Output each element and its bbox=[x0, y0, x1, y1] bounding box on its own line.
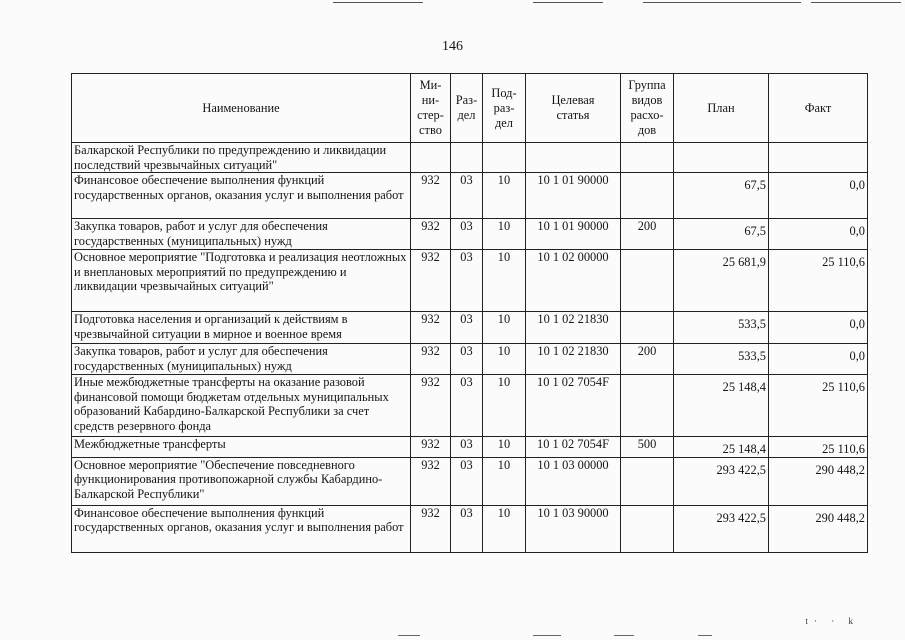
header-expense-group: Группа видов расхо- дов bbox=[621, 74, 674, 143]
header-subsection: Под- раз- дел bbox=[483, 74, 526, 143]
header-section: Раз- дел bbox=[451, 74, 483, 143]
row-target-article-cell: 10 1 02 7054F bbox=[526, 437, 621, 458]
row-name-cell: Межбюджетные трансферты bbox=[72, 437, 411, 458]
row-section-cell: 03 bbox=[451, 344, 483, 375]
row-ministry-cell: 932 bbox=[411, 505, 451, 552]
row-subsection-cell: 10 bbox=[483, 173, 526, 219]
row-ministry-cell: 932 bbox=[411, 375, 451, 437]
row-plan-cell: 67,5 bbox=[674, 173, 769, 219]
row-subsection-cell: 10 bbox=[483, 375, 526, 437]
row-subsection-cell: 10 bbox=[483, 505, 526, 552]
row-name-cell: Балкарской Республики по предупреждению и ликвидации последствий чрезвычайных ситуаций" bbox=[72, 143, 411, 173]
row-section-cell bbox=[451, 143, 483, 173]
table-row bbox=[72, 219, 868, 250]
row-ministry-cell: 932 bbox=[411, 344, 451, 375]
row-plan-cell bbox=[674, 143, 769, 173]
row-fact-cell: 0,0 bbox=[769, 312, 868, 344]
row-name-cell: Иные межбюджетные трансферты на оказание разовой финансовой помощи бюджетам отдельных муниципальных образований Кабардино-Балкарской Республики за счет средств резервного фонда bbox=[72, 375, 411, 437]
row-subsection-cell: 10 bbox=[483, 344, 526, 375]
table-row bbox=[72, 437, 868, 458]
header-plan: План bbox=[674, 74, 769, 143]
row-section-cell: 03 bbox=[451, 457, 483, 505]
row-expense-group-cell bbox=[621, 312, 674, 344]
row-plan-cell: 67,5 bbox=[674, 219, 769, 250]
header-target-article: Целевая статья bbox=[526, 74, 621, 143]
row-target-article-cell: 10 1 01 90000 bbox=[526, 173, 621, 219]
header-name: Наименование bbox=[72, 74, 411, 143]
row-fact-cell bbox=[769, 143, 868, 173]
row-section-cell: 03 bbox=[451, 505, 483, 552]
row-name-cell: Основное мероприятие "Обеспечение повседневного функционирования противопожарной службы Кабардино-Балкарской Республики" bbox=[72, 457, 411, 505]
row-name-cell: Основное мероприятие "Подготовка и реализация неотложных и внеплановых мероприятий по предупреждению и ликвидации чрезвычайных ситуаций" bbox=[72, 250, 411, 312]
row-expense-group-cell: 500 bbox=[621, 437, 674, 458]
row-subsection-cell: 10 bbox=[483, 219, 526, 250]
row-section-cell: 03 bbox=[451, 375, 483, 437]
row-name-cell: Финансовое обеспечение выполнения функций государственных органов, оказания услуг и выполнения работ bbox=[72, 505, 411, 552]
row-fact-cell: 0,0 bbox=[769, 219, 868, 250]
row-fact-cell: 25 110,6 bbox=[769, 375, 868, 437]
row-expense-group-cell bbox=[621, 505, 674, 552]
row-ministry-cell bbox=[411, 143, 451, 173]
table-row bbox=[72, 312, 868, 344]
row-name-cell: Закупка товаров, работ и услуг для обеспечения государственных (муниципальных) нужд bbox=[72, 219, 411, 250]
row-target-article-cell: 10 1 01 90000 bbox=[526, 219, 621, 250]
row-expense-group-cell: 200 bbox=[621, 344, 674, 375]
row-target-article-cell: 10 1 02 00000 bbox=[526, 250, 621, 312]
table-row bbox=[72, 344, 868, 375]
scan-artifact-line bbox=[533, 2, 603, 3]
row-target-article-cell: 10 1 02 7054F bbox=[526, 375, 621, 437]
row-name-cell: Подготовка населения и организаций к действиям в чрезвычайной ситуации в мирное и военное время bbox=[72, 312, 411, 344]
row-plan-cell: 25 148,4 bbox=[674, 437, 769, 458]
scan-bottom-artifacts bbox=[0, 633, 905, 640]
page-number: 146 bbox=[442, 39, 463, 54]
row-ministry-cell: 932 bbox=[411, 312, 451, 344]
row-section-cell: 03 bbox=[451, 250, 483, 312]
table-row bbox=[72, 375, 868, 437]
row-fact-cell: 290 448,2 bbox=[769, 505, 868, 552]
row-expense-group-cell bbox=[621, 375, 674, 437]
row-section-cell: 03 bbox=[451, 219, 483, 250]
table-row bbox=[72, 173, 868, 219]
row-fact-cell: 0,0 bbox=[769, 344, 868, 375]
row-ministry-cell: 932 bbox=[411, 250, 451, 312]
row-expense-group-cell bbox=[621, 143, 674, 173]
row-section-cell: 03 bbox=[451, 437, 483, 458]
row-target-article-cell: 10 1 02 21830 bbox=[526, 312, 621, 344]
row-section-cell: 03 bbox=[451, 312, 483, 344]
header-fact: Факт bbox=[769, 74, 868, 143]
row-name-cell: Закупка товаров, работ и услуг для обеспечения государственных (муниципальных) нужд bbox=[72, 344, 411, 375]
row-fact-cell: 25 110,6 bbox=[769, 250, 868, 312]
row-subsection-cell: 10 bbox=[483, 457, 526, 505]
row-plan-cell: 25 148,4 bbox=[674, 375, 769, 437]
table-row bbox=[72, 250, 868, 312]
row-subsection-cell: 10 bbox=[483, 312, 526, 344]
budget-table bbox=[71, 73, 868, 553]
row-expense-group-cell bbox=[621, 250, 674, 312]
table-row bbox=[72, 505, 868, 552]
row-fact-cell: 25 110,6 bbox=[769, 437, 868, 458]
row-plan-cell: 25 681,9 bbox=[674, 250, 769, 312]
row-target-article-cell: 10 1 03 00000 bbox=[526, 457, 621, 505]
row-target-article-cell: 10 1 02 21830 bbox=[526, 344, 621, 375]
scan-corner-marks: t· · k bbox=[805, 616, 859, 626]
row-subsection-cell: 10 bbox=[483, 437, 526, 458]
row-plan-cell: 293 422,5 bbox=[674, 505, 769, 552]
row-ministry-cell: 932 bbox=[411, 457, 451, 505]
row-plan-cell: 533,5 bbox=[674, 312, 769, 344]
row-expense-group-cell: 200 bbox=[621, 219, 674, 250]
row-target-article-cell: 10 1 03 90000 bbox=[526, 505, 621, 552]
table-header-row bbox=[72, 74, 868, 143]
row-plan-cell: 293 422,5 bbox=[674, 457, 769, 505]
row-expense-group-cell bbox=[621, 457, 674, 505]
row-fact-cell: 0,0 bbox=[769, 173, 868, 219]
header-ministry: Ми- ни- стер- ство bbox=[411, 74, 451, 143]
table-row bbox=[72, 457, 868, 505]
row-ministry-cell: 932 bbox=[411, 173, 451, 219]
table-row bbox=[72, 143, 868, 173]
row-subsection-cell: 10 bbox=[483, 250, 526, 312]
row-fact-cell: 290 448,2 bbox=[769, 457, 868, 505]
scan-artifact-line bbox=[333, 2, 423, 3]
row-expense-group-cell bbox=[621, 173, 674, 219]
scan-artifact-line bbox=[643, 2, 801, 3]
row-ministry-cell: 932 bbox=[411, 219, 451, 250]
row-section-cell: 03 bbox=[451, 173, 483, 219]
row-name-cell: Финансовое обеспечение выполнения функций государственных органов, оказания услуг и выполнения работ bbox=[72, 173, 411, 219]
row-subsection-cell bbox=[483, 143, 526, 173]
row-plan-cell: 533,5 bbox=[674, 344, 769, 375]
scan-artifact-line bbox=[811, 2, 901, 3]
row-target-article-cell bbox=[526, 143, 621, 173]
row-ministry-cell: 932 bbox=[411, 437, 451, 458]
